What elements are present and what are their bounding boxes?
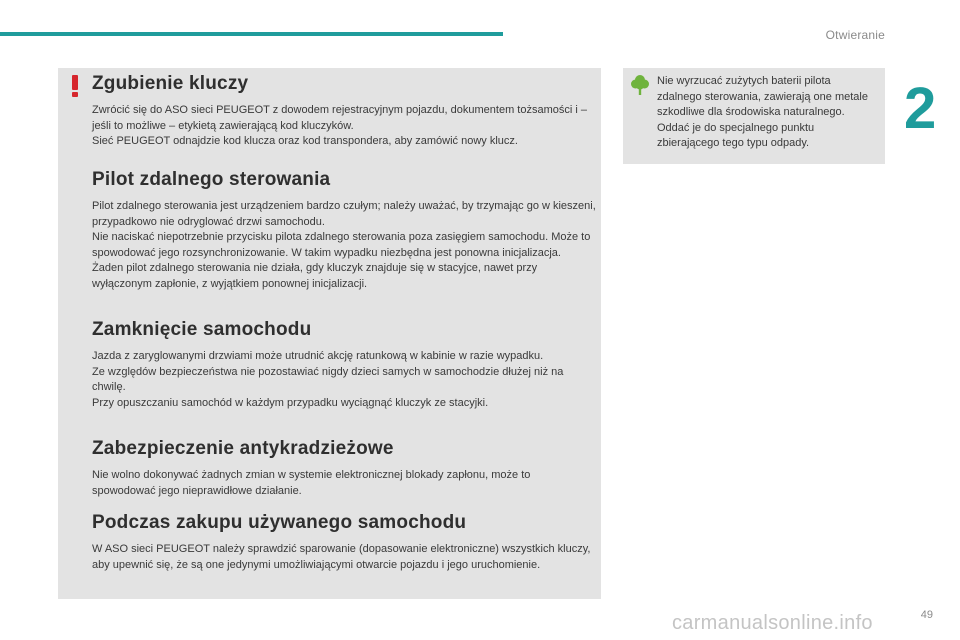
paragraph: W ASO sieci PEUGEOT należy sprawdzić sparowanie (dopasowanie elektroniczne) wszystkich kluczy, aby upewnić się, że są one jedynymi umożliwiającymi otwarcie pojazdu i jego uruchomienie. xyxy=(92,543,591,571)
section-title: Otwieranie xyxy=(825,28,885,42)
paragraph: Zwrócić się do ASO sieci PEUGEOT z dowodem rejestracyjnym pojazdu, dokumentem tożsamości i – jeśli to możliwe – etykietą zawierającą kod kluczyków. xyxy=(92,104,587,132)
section-heading: Zabezpieczenie antykradzieżowe xyxy=(92,438,394,459)
paragraph: Nie wolno dokonywać żadnych zmian w systemie elektronicznej blokady zapłonu, może to spowodować jego nieprawidłowe działanie. xyxy=(92,469,531,497)
section-heading: Podczas zakupu używanego samochodu xyxy=(92,512,467,533)
paragraph: Jazda z zaryglowanymi drzwiami może utrudnić akcję ratunkową w kabinie w razie wypadku. xyxy=(92,350,544,362)
exclamation-warning-icon xyxy=(71,75,79,97)
paragraph: Oddać je do specjalnego punktu zbierającego tego typu odpady. xyxy=(657,121,815,149)
tree-eco-icon xyxy=(630,74,650,96)
paragraph: Pilot zdalnego sterowania jest urządzeniem bardzo czułym; należy uważać, by trzymając go w kieszeni, przypadkowo nie odryglować drzwi samochodu. xyxy=(92,200,596,228)
section-heading: Pilot zdalnego sterowania xyxy=(92,169,331,190)
paragraph: Ze względów bezpieczeństwa nie pozostawiać nigdy dzieci samych w samochodzie dłużej niż na chwilę. xyxy=(92,365,564,393)
top-accent-bar xyxy=(0,32,503,36)
paragraph: Przy opuszczaniu samochód w każdym przypadku wyciągnąć kluczyk ze stacyjki. xyxy=(92,396,489,409)
watermark: carmanualsonline.info xyxy=(672,612,873,634)
section-immobiliser xyxy=(92,438,597,499)
page-number: 49 xyxy=(920,609,933,621)
section-heading: Zamknięcie samochodu xyxy=(92,319,312,340)
chapter-number: 2 xyxy=(904,76,937,141)
section-locking xyxy=(92,319,597,411)
section-used-car xyxy=(92,512,597,573)
paragraph: Sieć PEUGEOT odnajdzie kod klucza oraz kod transpondera, aby zamówić nowy klucz. xyxy=(92,135,518,147)
paragraph: Żaden pilot zdalnego sterowania nie działa, gdy kluczyk znajduje się w stacyjce, nawet przy wyłączonym zapłonie, z wyjątkiem ponownej inicjalizacji. xyxy=(92,262,538,290)
paragraph: Nie wyrzucać zużytych baterii pilota zdalnego sterowania, zawierają one metale szkodliwe dla środowiska naturalnego. xyxy=(657,75,868,118)
eco-note xyxy=(657,74,877,152)
section-heading: Zgubienie kluczy xyxy=(92,73,249,94)
section-lost-keys xyxy=(92,73,597,150)
section-remote-control xyxy=(92,169,597,292)
paragraph: Nie naciskać niepotrzebnie przycisku pilota zdalnego sterowania poza zasięgiem samochodu. Może to spowodować jego rozsynchronizowanie. W takim wypadku niezbędna jest ponowna inicjalizacja. xyxy=(92,231,591,259)
